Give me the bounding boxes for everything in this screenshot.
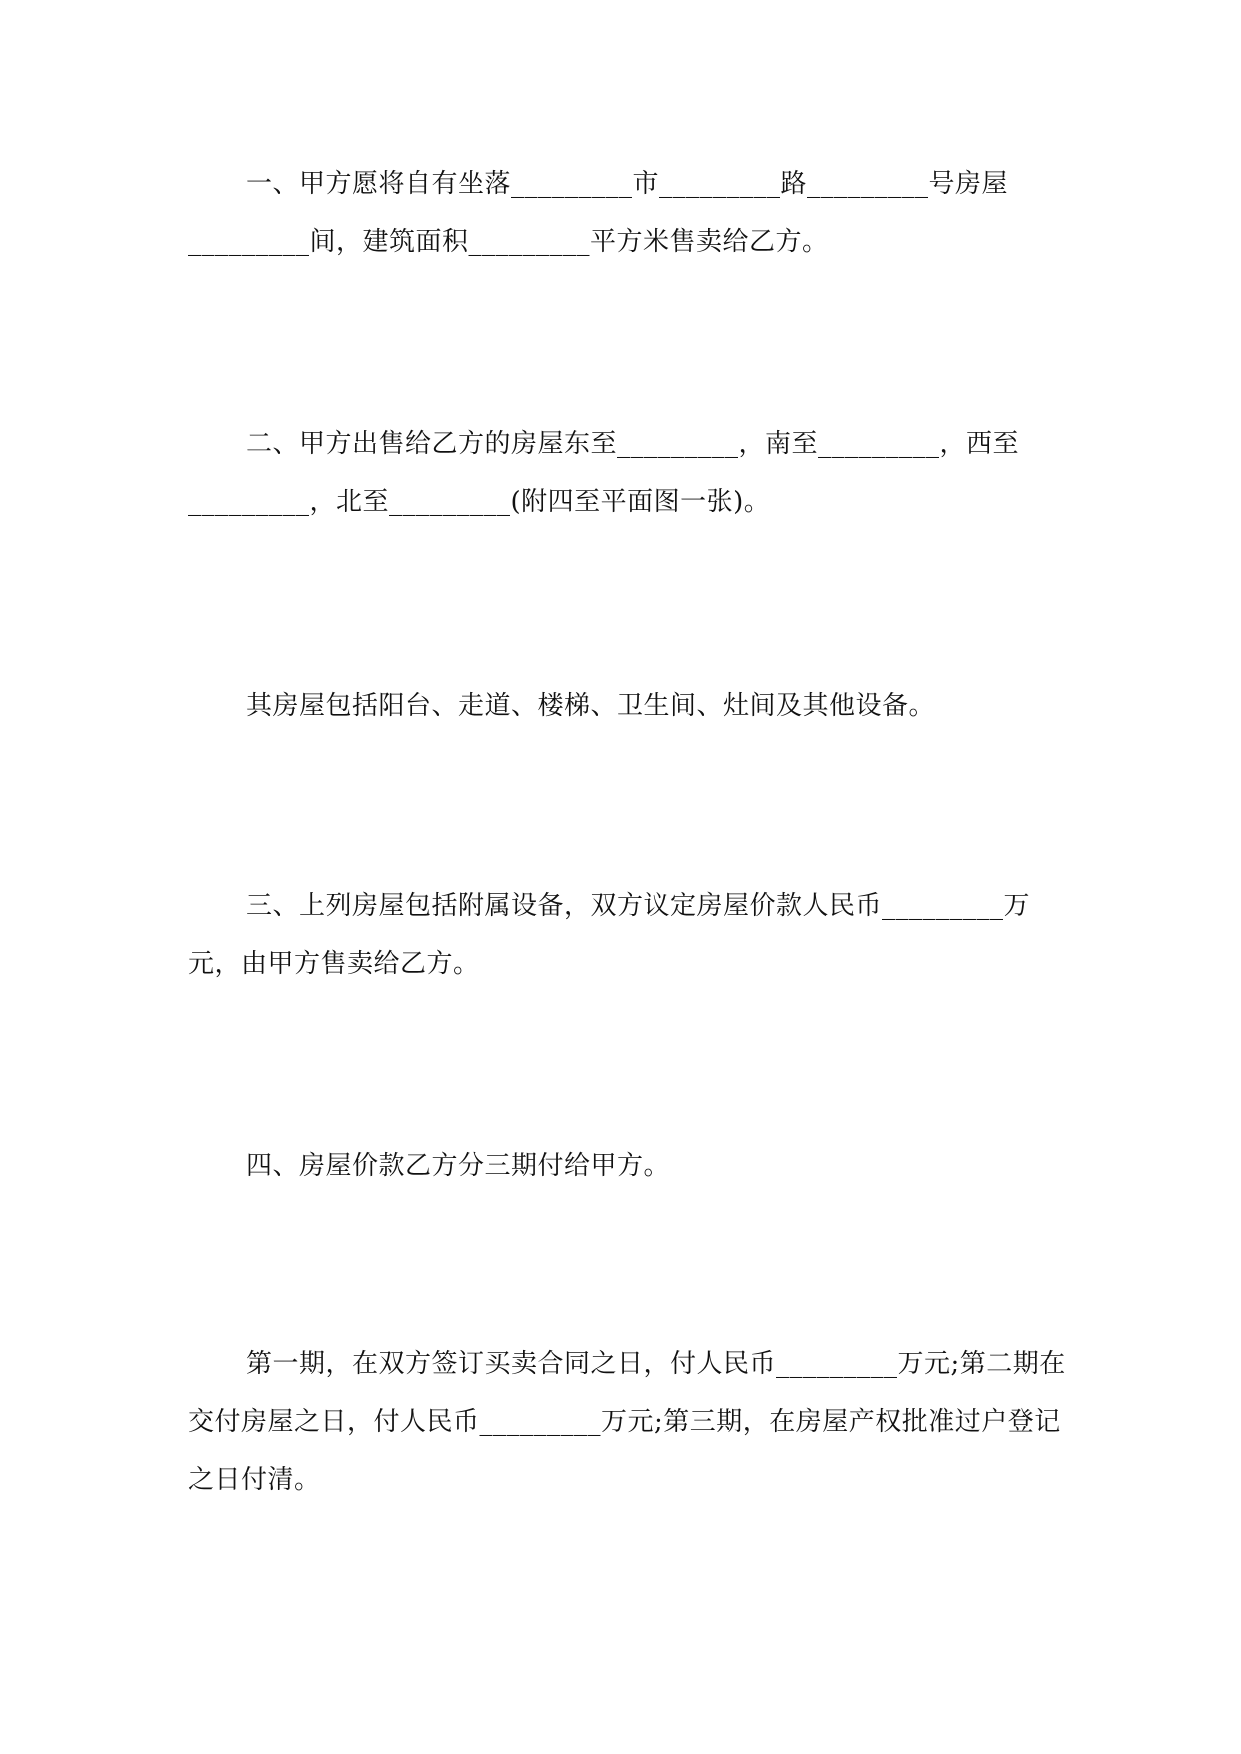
paragraph-house-facilities: 其房屋包括阳台、走道、楼梯、卫生间、灶间及其他设备。: [246, 691, 936, 721]
paragraph-house-location: 一、甲方愿将自有坐落_________市_________路_________号房屋_________间，建筑面积_________平方米售卖给乙方。: [188, 169, 1009, 257]
paragraph-payment-installments: 第一期，在双方签订买卖合同之日，付人民币_________万元;第二期在交付房屋之日，付人民币_________万元;第三期，在房屋产权批准过户登记之日付清。: [188, 1349, 1066, 1495]
paragraph-payment-terms: 四、房屋价款乙方分三期付给甲方。: [246, 1151, 671, 1181]
paragraph-house-price: 三、上列房屋包括附属设备，双方议定房屋价款人民币_________万元，由甲方售卖给乙方。: [188, 891, 1031, 979]
paragraph-house-boundaries: 二、甲方出售给乙方的房屋东至_________，南至_________，西至_________，北至_________(附四至平面图一张)。: [188, 429, 1020, 517]
